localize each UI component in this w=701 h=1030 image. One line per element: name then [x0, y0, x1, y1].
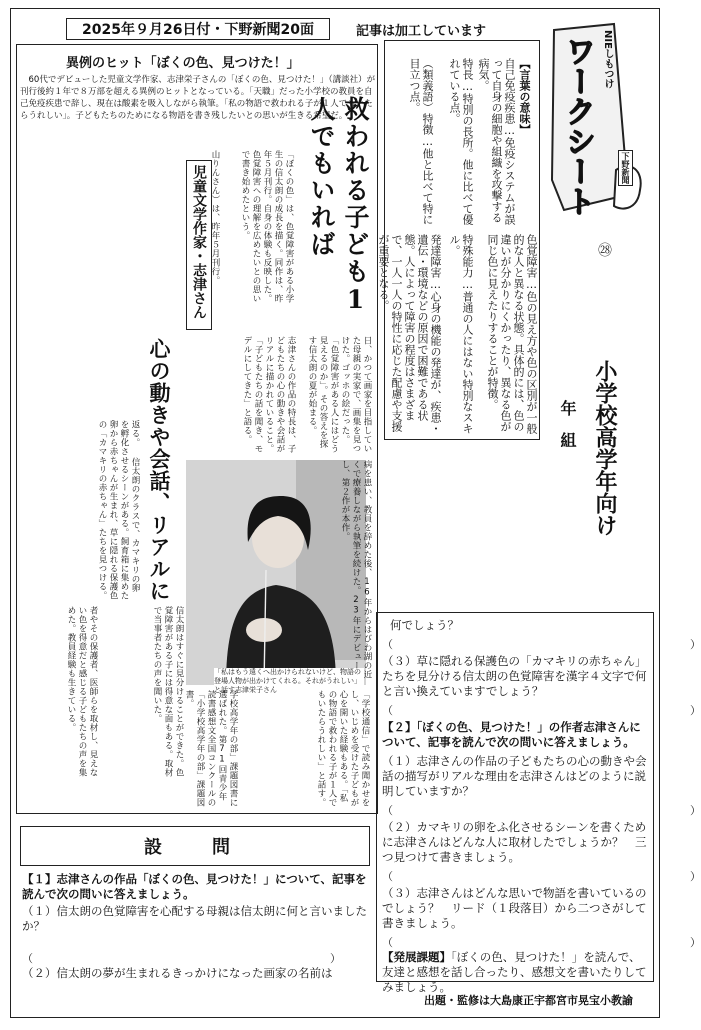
vocab-2: 特長…特別の長所。他に比べて優れている点。	[448, 58, 474, 225]
credit-line: 出題・監修は大島康正宇都宮市晃宝小教諭	[424, 994, 633, 1007]
subheadline: 心の動きや会話、リアルに	[147, 338, 172, 602]
date-line: 2025年９月26日付・下野新聞20面	[66, 18, 330, 40]
body-col-8: 「学校通信」で読み聞かせをし、いじめを受けた子どもが心を開いた経験もある。「私の物語で救われる子が１人でもいたらうれしい」と話す。	[316, 690, 370, 807]
photo-caption: 「私はもう遠くへ出かけられないけど、物語の登場人物が出かけてくれる。それがうれしい」と話す志津栄子さん	[214, 668, 364, 695]
byline: 児童文学作家・志津さん	[186, 160, 212, 330]
q1-3: （３）草に隠れる保護色の「カマキリの赤ちゃん」たちを見分ける信太朗の色覚障害を漢字４文字で何と言い換えていますでしょう？	[382, 654, 647, 698]
dev-title: 【発展課題】	[382, 950, 451, 964]
article-lead: 60代でデビューした児童文学作家、志津栄子さんの「ぼくの色、見つけた！」（講談社）が刊行後約１年で８万部を超える異例のヒットとなっている。「天職」だった小学校の教員を自己免疫疾患で辞し、現在は酸素を吸入しながら執筆。「私の物語で救われる子が１人でもいたらうれしい」。子どもたちのためになる物語を書き残したいとの思いが生きる希望だ。	[20, 75, 376, 121]
body-col-3: 日、かつて画家を目指していた母親の実家で、画集を見つけた。ゴッホの絵だった。「色覚障害がある人にはどう見えるのか」。その答えを探す信太朗の夏が始まる。	[307, 336, 372, 453]
vocab-1: 自己免疫疾患…免疫システムが誤って自身の細胞や組織を攻撃する病気。	[477, 58, 516, 225]
body-col-9: 学校高学年の部」課題図書に選ばれた。第71回青少年読書感想文全国コンクールの「小学校高学年の部」課題図書。	[184, 690, 238, 807]
answer-blank[interactable]: （ ）	[382, 638, 701, 651]
answer-blank[interactable]: （ ）	[382, 870, 701, 883]
body-col-2: 山りんさん）は、昨年５月刊行。	[210, 150, 220, 285]
body-col-10: 病を患い、教員を辞めた後、16年からはびわ湖の近くで療養しながら執筆を続けた。23年にデビューし、第２作が本作。	[340, 460, 372, 679]
body-col-6: 信太朗はすぐに見分けることができた。色覚障害がある子には得意な面もある。取材で当事者たちの声を聞いた。	[152, 606, 184, 777]
q1-title: 【１】志津さんの作品「ぼくの色、見つけた！」について、記事を読んで次の問いに答えましょう。	[22, 872, 367, 901]
processed-note: 記事は加工しています	[356, 24, 487, 39]
q1-2: （２）信太朗の夢が生まれるきっかけになった画家の名前は	[22, 966, 333, 980]
vocab-5: 特殊能力…普通の人にはない特別なスキル。	[448, 234, 474, 434]
hit-title: 異例のヒット「ぼくの色、見つけた！」	[66, 56, 300, 71]
answer-blank[interactable]: （ ）	[382, 936, 701, 949]
q2-3: （３）志津さんはどんな思いで物語を書いているのでしょう？ リード（１段落目）から二つさがして書きましょう。	[382, 886, 647, 930]
q1-1: （１）信太朗の色覚障害を心配する母親は信太朗に何と言いましたか？	[22, 904, 367, 933]
q2-1: （１）志津さんの作品の子どもたちの心の動きや会話の描写がリアルな理由を志津さんはどのように説明していますか？	[382, 754, 647, 798]
vocab-title: 【言葉の意味】	[518, 58, 531, 135]
dev-body: 「ぼくの色、見つけた！」を読んで、友達と感想を話し合ったり、感想文を書いたりしてみましょう。	[382, 950, 647, 994]
vocab-4: 色覚障害…色の見え方や色の区別が一般的な人と異なる状態。具体的には、色の違いが分かりにくかったり、異なる色が同じ色に見えたりすることが特徴。	[486, 234, 538, 434]
logo-small-text: NIEしもつけ	[602, 30, 613, 89]
logo-big-text: ワークシート	[560, 36, 595, 216]
answer-blank[interactable]: （ ）	[22, 952, 341, 965]
headline: 救われる子ども1人でもいれば	[307, 96, 370, 316]
section-title: 設 問	[20, 826, 370, 866]
body-col-5: 返る。 信太朗のクラスで、カマキリの卵を孵化させるシーンがある。飼育箱に集めた卵から赤ちゃんが生まれ、草に隠れる保護色の「カマキリの赤ちゃん」たちを見つける。	[97, 420, 140, 600]
worksheet-number: ㉘	[598, 243, 612, 259]
dev-text	[382, 950, 650, 995]
answer-blank[interactable]: （ ）	[382, 804, 701, 817]
q2-2: （２）カマキリの卵をふ化させるシーンを書くために志津さんはどんな人に取材したでしょうか？ 三つ見つけて書きましょう。	[382, 820, 647, 864]
q2-title: 【２】「ぼくの色、見つけた！」の作者志津さんについて、記事を読んで次の問いに答えましょう。	[382, 720, 641, 749]
body-col-4: 志津さんの作品の特長は、子どもたちの心の動きや会話がリアルに描かれていること。「子どもたちの話を聞き、モデルにしてきた」と語る。	[242, 336, 296, 453]
body-col-7: 者やその保護者、医師らを取材し、見えない色を得意だと感じる子どもたちの声を集めた。教員経験も生きている。	[66, 606, 98, 777]
body-col-1: 「ぼくの色」は、色覚障害がある小学生の信太朗の成長を描く。同作は、昨年５月刊行。自身の体験も反映した。 色覚障害への理解を広めたいとの思いで書き始めたという。	[240, 150, 294, 303]
newspaper-badge: 下野新聞	[618, 150, 633, 186]
q1-2-cont: 何でしょう？	[390, 618, 459, 632]
answer-blank[interactable]: （ ）	[382, 704, 701, 717]
vocab-3: （類義語）特徴…他と比べて特に目立つ点。	[408, 58, 434, 225]
grade-target: 小学校高学年向け	[592, 360, 618, 536]
class-line: 年 組	[558, 400, 577, 448]
vocab-6: 発達障害…心身の機能の発達が、疾患・遺伝・環境などの原因で困難である状態。人によって障害の程度はさまざまで、一人一人の特性に応じた配慮や支援が重要となる。	[377, 234, 442, 434]
